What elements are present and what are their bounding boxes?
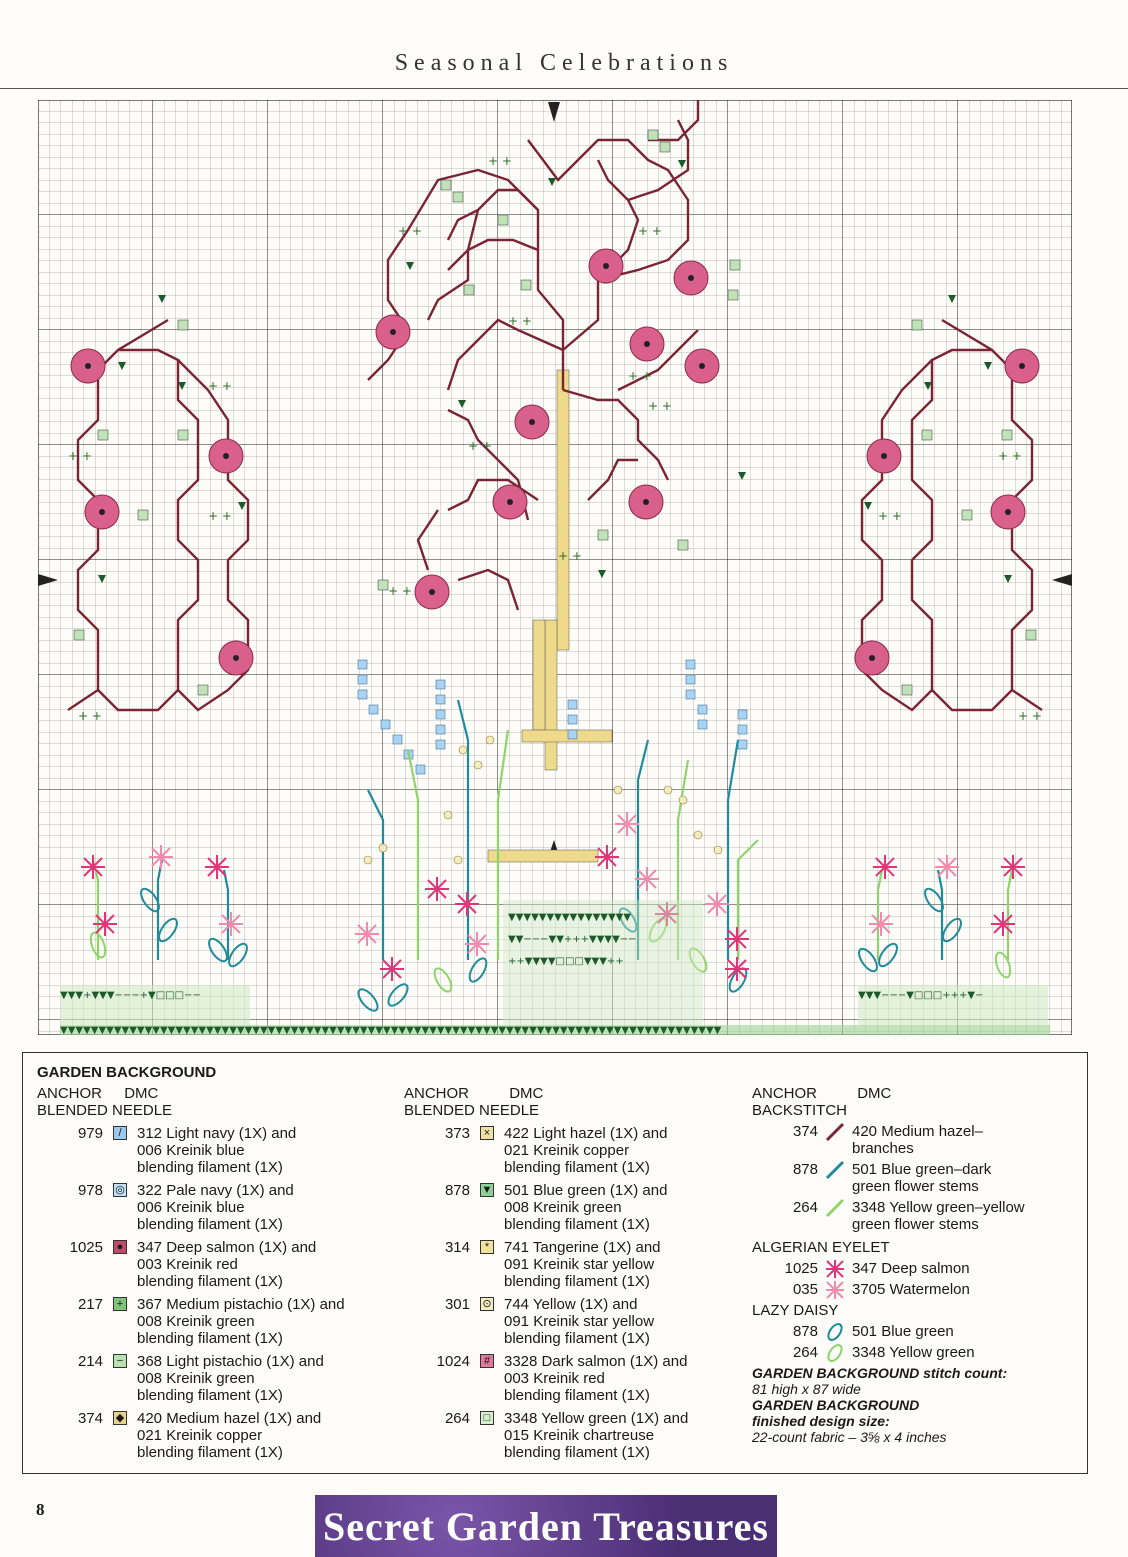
anchor-number: 978 [77, 1182, 103, 1199]
legend-item [752, 1323, 1077, 1340]
legend-item [37, 1296, 397, 1347]
anchor-number: 264 [444, 1410, 470, 1427]
description-line: 420 Medium hazel– [852, 1123, 983, 1140]
stitch-symbol-icon: − [113, 1354, 127, 1368]
svg-text:+ +: + + [78, 709, 102, 723]
legend-col2-items [404, 1125, 744, 1461]
thread-description [137, 1353, 397, 1404]
stitch-symbol-icon: □ [480, 1411, 494, 1425]
description-line: blending filament (1X) [137, 1330, 283, 1347]
anchor-number: 878 [792, 1323, 818, 1340]
legend-col2-header [404, 1085, 744, 1102]
size-label-1: GARDEN BACKGROUND [752, 1397, 920, 1413]
anchor-number: 035 [792, 1281, 818, 1298]
description-line: 368 Light pistachio (1X) and [137, 1353, 324, 1370]
svg-text:+ +: + + [1018, 709, 1042, 723]
thread-description [852, 1161, 1077, 1195]
thread-description [504, 1125, 744, 1176]
description-line: 008 Kreinik green [504, 1199, 622, 1216]
thread-description [852, 1123, 1077, 1157]
description-line: 741 Tangerine (1X) and [504, 1239, 661, 1256]
anchor-number: 1024 [436, 1353, 470, 1370]
backstitch-line-icon [824, 1160, 846, 1180]
backstitch-line-icon [824, 1122, 846, 1142]
dmc-heading: DMC [509, 1085, 544, 1102]
svg-text:+ +: + + [628, 369, 652, 383]
legend-column-1 [37, 1064, 397, 1461]
description-line: 091 Kreinik star yellow [504, 1256, 655, 1273]
legend-item [404, 1296, 744, 1347]
description-line: 021 Kreinik copper [504, 1142, 630, 1159]
blended-needle-heading: BLENDED NEEDLE [404, 1102, 540, 1119]
description-line: blending filament (1X) [504, 1444, 650, 1461]
anchor-number: 264 [792, 1199, 818, 1216]
svg-text:+ +: + + [638, 224, 662, 238]
svg-text:+ +: + + [648, 399, 672, 413]
description-line: 420 Medium hazel (1X) and [137, 1410, 322, 1427]
description-line: 003 Kreinik red [504, 1370, 605, 1387]
description-line: 501 Blue green (1X) and [504, 1182, 668, 1199]
thread-description [504, 1182, 744, 1233]
size-value: 22-count fabric – 3⅝ x 4 inches [752, 1429, 947, 1445]
anchor-number: 301 [444, 1296, 470, 1313]
thread-description [504, 1239, 744, 1290]
thread-description: 501 Blue green [852, 1323, 954, 1340]
description-line: 367 Medium pistachio (1X) and [137, 1296, 345, 1313]
legend-column-3 [752, 1085, 1077, 1445]
thread-description [852, 1199, 1077, 1233]
daisy-items [752, 1323, 1077, 1361]
anchor-heading: ANCHOR [752, 1085, 818, 1102]
description-line: 3348 Yellow green (1X) and [504, 1410, 689, 1427]
description-line: blending filament (1X) [504, 1330, 650, 1347]
legend-col1-items [37, 1125, 397, 1461]
description-line: 008 Kreinik green [137, 1370, 255, 1387]
description-line: 003 Kreinik red [137, 1256, 238, 1273]
header-rule [0, 88, 1128, 89]
description-line: 312 Light navy (1X) and [137, 1125, 297, 1142]
description-line: blending filament (1X) [504, 1159, 650, 1176]
thread-description [504, 1296, 744, 1347]
anchor-number: 374 [77, 1410, 103, 1427]
stitch-symbol-icon: × [480, 1126, 494, 1140]
svg-text:▼▼▼+▼▼▼−−−+▼□□□−−: ▼▼▼+▼▼▼−−−+▼□□□−− [60, 990, 201, 1001]
stitch-symbol-icon: + [113, 1297, 127, 1311]
legend-title: GARDEN BACKGROUND [37, 1064, 217, 1081]
anchor-number: 374 [792, 1123, 818, 1140]
svg-text:+ +: + + [398, 224, 422, 238]
svg-text:▼▼▼▼▼▼▼▼▼▼▼▼▼▼▼▼▼▼▼▼▼▼▼▼▼▼▼▼▼▼: ▼▼▼▼▼▼▼▼▼▼▼▼▼▼▼▼▼▼▼▼▼▼▼▼▼▼▼▼▼▼▼▼▼▼▼▼▼▼▼▼▼▼▼▼▼▼▼▼▼▼▼▼▼▼▼▼▼▼▼▼▼▼▼▼▼▼▼▼▼▼▼▼▼▼▼▼▼▼▼▼▼▼▼▼▼▼ [60, 1025, 722, 1035]
description-line: blending filament (1X) [504, 1387, 650, 1404]
dmc-heading: DMC [124, 1085, 159, 1102]
bold-grid [38, 100, 1072, 1035]
thread-description [137, 1182, 397, 1233]
thread-description [137, 1296, 397, 1347]
legend-col1-header [37, 1085, 397, 1102]
svg-text:▼▼▼▼▼▼▼▼▼▼▼▼▼▼▼▼: ▼▼▼▼▼▼▼▼▼▼▼▼▼▼▼▼ [508, 912, 632, 923]
description-line: 015 Kreinik chartreuse [504, 1427, 655, 1444]
legend-col3-header [752, 1085, 1077, 1102]
lazy-daisy-heading: LAZY DAISY [752, 1302, 839, 1319]
description-line: 744 Yellow (1X) and [504, 1296, 638, 1313]
stitch-symbol-icon: ◆ [113, 1411, 127, 1425]
stitch-count-label: GARDEN BACKGROUND stitch count: [752, 1365, 1008, 1381]
legend-item [37, 1239, 397, 1290]
thread-description: 347 Deep salmon [852, 1260, 970, 1277]
legend-column-2 [404, 1085, 744, 1461]
anchor-number: 264 [792, 1344, 818, 1361]
svg-text:▼▼▼−−−▼□□□+++▼−: ▼▼▼−−−▼□□□+++▼− [858, 990, 984, 1001]
description-line: 006 Kreinik blue [137, 1142, 245, 1159]
thread-description [504, 1353, 744, 1404]
description-line: 422 Light hazel (1X) and [504, 1125, 668, 1142]
banner-text: Secret Garden Treasures [323, 1503, 769, 1549]
svg-text:+ +: + + [208, 379, 232, 393]
legend-item [404, 1239, 744, 1290]
cross-stitch-chart [38, 100, 1072, 1035]
legend-item [752, 1344, 1077, 1361]
anchor-number: 214 [77, 1353, 103, 1370]
svg-text:+ +: + + [468, 439, 492, 453]
description-line: 3348 Yellow green–yellow [852, 1199, 1025, 1216]
thread-description: 3705 Watermelon [852, 1281, 970, 1298]
legend-item [404, 1182, 744, 1233]
anchor-number: 979 [77, 1125, 103, 1142]
description-line: blending filament (1X) [137, 1444, 283, 1461]
thread-description [137, 1239, 397, 1290]
thread-description [137, 1125, 397, 1176]
description-line: blending filament (1X) [504, 1216, 650, 1233]
description-line: blending filament (1X) [137, 1159, 283, 1176]
algerian-eyelet-heading: ALGERIAN EYELET [752, 1239, 890, 1256]
anchor-heading: ANCHOR [37, 1085, 103, 1102]
description-line: green flower stems [852, 1178, 979, 1195]
legend-item [752, 1161, 1077, 1195]
eyelet-star-icon [824, 1259, 846, 1279]
legend-item [37, 1410, 397, 1461]
eyelet-items [752, 1260, 1077, 1298]
anchor-heading: ANCHOR [404, 1085, 470, 1102]
thread-description [504, 1410, 744, 1461]
running-header [0, 50, 1128, 77]
anchor-number: 1025 [69, 1239, 103, 1256]
lazy-daisy-icon [824, 1322, 846, 1342]
stitch-symbol-icon: # [480, 1354, 494, 1368]
svg-text:++▼▼▼▼□□□▼▼▼++: ++▼▼▼▼□□□▼▼▼++ [508, 956, 624, 967]
description-line: branches [852, 1140, 914, 1157]
description-line: green flower stems [852, 1216, 979, 1233]
description-line: 322 Pale navy (1X) and [137, 1182, 294, 1199]
description-line: 3328 Dark salmon (1X) and [504, 1353, 688, 1370]
anchor-number: 878 [444, 1182, 470, 1199]
svg-text:+ +: + + [388, 584, 412, 598]
backstitch-line-icon [824, 1198, 846, 1218]
blended-needle-heading: BLENDED NEEDLE [37, 1102, 173, 1119]
legend-item [752, 1199, 1077, 1233]
svg-text:+ +: + + [878, 509, 902, 523]
backstitch-heading: BACKSTITCH [752, 1102, 848, 1119]
thread-description [137, 1410, 397, 1461]
backstitch-items [752, 1123, 1077, 1233]
thread-description: 3348 Yellow green [852, 1344, 975, 1361]
dmc-heading: DMC [857, 1085, 892, 1102]
stitch-symbol-icon: ⊙ [480, 1297, 494, 1311]
anchor-number: 373 [444, 1125, 470, 1142]
description-line: 347 Deep salmon (1X) and [137, 1239, 317, 1256]
description-line: 006 Kreinik blue [137, 1199, 245, 1216]
stitch-count-value: 81 high x 87 wide [752, 1381, 861, 1397]
book-title-banner [315, 1495, 777, 1557]
legend-item [752, 1123, 1077, 1157]
svg-text:+ +: + + [998, 449, 1022, 463]
legend-item [752, 1281, 1077, 1298]
stitch-symbol-icon: ● [113, 1240, 127, 1254]
legend-item [37, 1353, 397, 1404]
eyelet-star-icon [824, 1280, 846, 1300]
anchor-number: 314 [444, 1239, 470, 1256]
header-title: Seasonal Celebrations [394, 50, 734, 76]
svg-text:+ +: + + [558, 549, 582, 563]
svg-text:▼▼−−−▼▼+++▼▼▼▼−−: ▼▼−−−▼▼+++▼▼▼▼−− [508, 934, 637, 945]
stitch-symbol-icon: / [113, 1126, 127, 1140]
svg-text:+ +: + + [68, 449, 92, 463]
description-line: 008 Kreinik green [137, 1313, 255, 1330]
size-label-2: finished design size: [752, 1413, 890, 1429]
legend-item [37, 1125, 397, 1176]
description-line: blending filament (1X) [137, 1273, 283, 1290]
anchor-number: 878 [792, 1161, 818, 1178]
description-line: blending filament (1X) [504, 1273, 650, 1290]
legend-item [404, 1125, 744, 1176]
legend-item [752, 1260, 1077, 1277]
svg-text:+ +: + + [508, 314, 532, 328]
lazy-daisy-icon [824, 1343, 846, 1363]
legend-item [404, 1353, 744, 1404]
description-line: 021 Kreinik copper [137, 1427, 263, 1444]
description-line: blending filament (1X) [137, 1216, 283, 1233]
svg-text:+ +: + + [488, 154, 512, 168]
legend-item [404, 1410, 744, 1461]
description-line: 501 Blue green–dark [852, 1161, 992, 1178]
stitch-symbol-icon: ▼ [481, 1183, 493, 1196]
description-line: 091 Kreinik star yellow [504, 1313, 655, 1330]
page-number: 8 [36, 1500, 45, 1519]
anchor-number: 1025 [784, 1260, 818, 1277]
description-line: blending filament (1X) [137, 1387, 283, 1404]
svg-text:+ +: + + [208, 509, 232, 523]
stitch-symbol-icon: ◎ [113, 1183, 127, 1197]
stitch-symbol-icon: * [480, 1240, 494, 1254]
anchor-number: 217 [77, 1296, 103, 1313]
legend-item [37, 1182, 397, 1233]
